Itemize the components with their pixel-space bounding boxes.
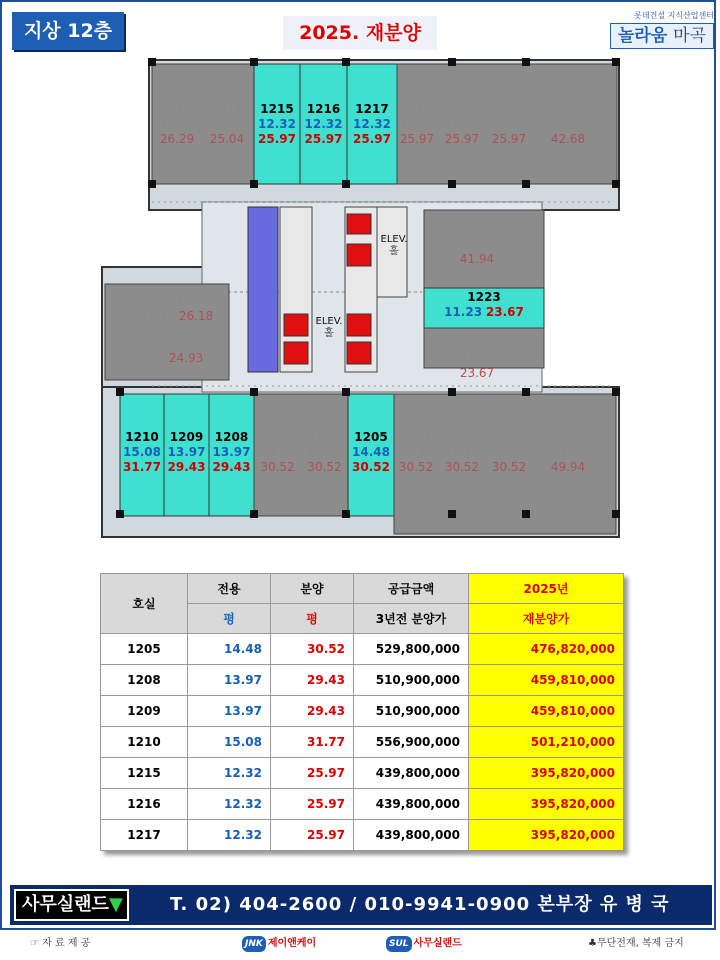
unit-1213: 1213 12.48 26.29 [159, 102, 195, 146]
cell-price: 556,900,000 [354, 727, 469, 758]
cell-resale: 395,820,000 [469, 789, 624, 820]
cell-price: 510,900,000 [354, 696, 469, 727]
cell-price: 510,900,000 [354, 665, 469, 696]
elevator-hall-lower: ELEV. 홀 [315, 316, 343, 339]
table-header-row [101, 574, 624, 604]
cell-resale: 501,210,000 [469, 727, 624, 758]
cell-price: 439,800,000 [354, 758, 469, 789]
unit-1216: 1216 12.32 25.97 [304, 102, 343, 146]
credit-copyright: ♣무단전재, 복제 금지 [588, 938, 684, 949]
credit-jnk: JNK 제이앤케이 [242, 936, 316, 952]
cell-sale: 29.43 [271, 696, 354, 727]
col-sale-unit: 평 [271, 604, 354, 634]
cell-sale: 25.97 [271, 820, 354, 851]
elevator-hall-upper: ELEV. 홀 [380, 234, 408, 257]
cell-resale: 395,820,000 [469, 820, 624, 851]
cell-room: 1210 [101, 727, 188, 758]
unit-1218: 1218 12.32 25.97 [399, 102, 435, 146]
unit-1207: 1207 14.48 30.52 [260, 430, 295, 474]
logo-caption: 롯데건설 지식산업센터 [634, 11, 714, 20]
cell-room: 1208 [101, 665, 188, 696]
credit-sul: SUL 사무실랜드 [386, 936, 462, 952]
col-year: 2025년 [469, 574, 624, 604]
unit-1223: 1223 11.23 23.67 [444, 290, 524, 319]
unit-1214: 1214 11.88 25.04 [209, 102, 245, 146]
cell-price: 439,800,000 [354, 820, 469, 851]
col-resale: 재분양가 [469, 604, 624, 634]
cell-sale: 25.97 [271, 789, 354, 820]
cell-price: 529,800,000 [354, 634, 469, 665]
unit-1224: 1224 11.23 23.67 [459, 336, 495, 380]
unit-1215: 1215 12.32 25.97 [258, 102, 296, 146]
cell-sale: 25.97 [271, 758, 354, 789]
cell-price: 439,800,000 [354, 789, 469, 820]
cell-room: 1217 [101, 820, 188, 851]
table-row [101, 696, 624, 727]
cell-room: 1205 [101, 634, 188, 665]
table-row [101, 634, 624, 665]
price-table [100, 573, 624, 851]
cell-area: 13.97 [188, 696, 271, 727]
cell-area: 12.32 [188, 820, 271, 851]
logo-wordmark: 놀라움 마곡 [610, 23, 714, 49]
credit-source: ☞ 자 료 제 공 [30, 938, 91, 949]
col-sale: 분양 [271, 574, 354, 604]
unit-1217: 1217 12.32 25.97 [353, 102, 391, 146]
cell-room: 1209 [101, 696, 188, 727]
cell-resale: 476,820,000 [469, 634, 624, 665]
cell-sale: 30.52 [271, 634, 354, 665]
contact-info: T. 02) 404-2600 / 010-9941-0900 본부장 유 병 국 [170, 894, 670, 915]
cell-sale: 29.43 [271, 665, 354, 696]
jnk-logo-icon: JNK [242, 936, 266, 952]
unit-1205: 1205 14.48 30.52 [352, 430, 390, 474]
col-room: 호실 [101, 574, 188, 634]
table-body [101, 634, 624, 851]
col-area: 전용 [188, 574, 271, 604]
col-area-unit: 평 [188, 604, 271, 634]
unit-1209: 1209 13.97 29.43 [167, 430, 206, 474]
cell-room: 1216 [101, 789, 188, 820]
table-row [101, 789, 624, 820]
sul-logo-icon: SUL [386, 936, 412, 952]
cell-resale: 459,810,000 [469, 665, 624, 696]
unit-1220: 1220 12.32 25.97 [491, 102, 527, 146]
floor-badge: 지상 12층 [12, 12, 124, 50]
table-row [101, 727, 624, 758]
unit-1204: 1204 14.48 30.52 [398, 430, 434, 474]
table-row [101, 758, 624, 789]
cell-area: 12.32 [188, 758, 271, 789]
unit-1210: 1210 15.08 31.77 [123, 430, 161, 474]
unit-1211: 1211 11.83 24.93 [130, 336, 204, 365]
unit-1201: 1201 23.70 49.94 [550, 430, 586, 474]
cell-area: 13.97 [188, 665, 271, 696]
cell-area: 14.48 [188, 634, 271, 665]
floor-plan [2, 2, 718, 562]
triangle-down-icon: ▼ [108, 894, 123, 915]
cell-sale: 31.77 [271, 727, 354, 758]
cell-resale: 459,810,000 [469, 696, 624, 727]
cell-area: 12.32 [188, 789, 271, 820]
cell-resale: 395,820,000 [469, 758, 624, 789]
unit-1221: 1221 20.25 42.68 [550, 102, 586, 146]
cell-area: 15.08 [188, 727, 271, 758]
col-supply-sub: 3년전 분양가 [354, 604, 469, 634]
unit-1222: 1222 19.90 41.94 [459, 222, 495, 266]
unit-1206: 1206 14.48 30.52 [307, 430, 342, 474]
contact-banner [10, 885, 712, 925]
brand-badge: 사무실랜드▼ [14, 889, 129, 921]
table-row [101, 665, 624, 696]
unit-1203: 1203 14.48 30.52 [444, 430, 480, 474]
table-row [101, 820, 624, 851]
unit-1212: 1212 12.42 26.18 [140, 294, 214, 323]
cell-room: 1215 [101, 758, 188, 789]
page-title: 2025. 재분양 [283, 16, 437, 50]
unit-1208: 1208 13.97 29.43 [212, 430, 251, 474]
unit-1219: 1219 12.32 25.97 [444, 102, 480, 146]
unit-1202: 1202 14.48 30.52 [491, 430, 527, 474]
col-supply: 공급금액 [354, 574, 469, 604]
